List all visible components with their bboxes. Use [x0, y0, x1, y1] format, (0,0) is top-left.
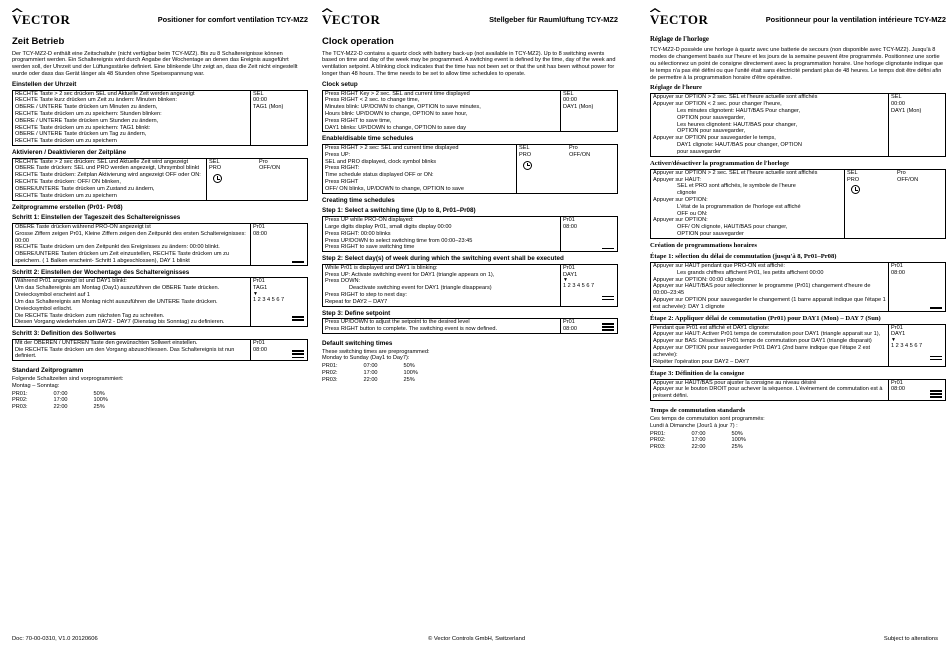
display-value: Pr01 [891, 262, 903, 269]
instruction-line: DAY1 clignote: HAUT/BAS pour changer, OPTION [677, 142, 802, 149]
progress-bars-icon [292, 316, 304, 324]
subsection-title: Étape 3: Définition de la consigne [650, 369, 745, 377]
instruction-line: Press RIGHT to save switching time [325, 244, 415, 251]
instruction-line: Press UP: Activate switching event for DAY1 (triangle appears on 1), [325, 271, 495, 278]
display-value: 00:00 [253, 97, 267, 104]
subsection-title: Schritt 2: Einstellen der Wochentage des Schaltereignisses [12, 268, 190, 276]
instruction-line: Press UP/DOWN to adjust the setpoint to the desired level [325, 319, 470, 326]
default-schedule-intro: Montag – Sonntag: [12, 382, 60, 389]
display-value: 08:00 [253, 230, 267, 237]
instruction-box [12, 339, 308, 361]
lcd-display [845, 170, 945, 238]
instruction-text [13, 91, 251, 146]
instruction-line: RECHTE Taste > 2 sec drücken: SEL und Aktuelle Zeit wird angezeigt [15, 158, 189, 165]
instruction-line: Les grands chiffres affichent Pr01, les petits affichent 00:00 [677, 269, 824, 276]
display-value: SEL [209, 158, 220, 165]
instruction-line: Time schedule status displayed OFF or ON: [325, 172, 434, 179]
instruction-line: Appuyer sur OPTION pour sauvegarder le temps, [653, 135, 776, 142]
instruction-box [650, 379, 946, 401]
lcd-display [251, 91, 307, 146]
instruction-line: clignote [677, 190, 697, 197]
brand-name: VECTOR [322, 12, 381, 27]
instruction-line: Appuyer sur OPTION: [653, 196, 708, 203]
display-value: Pr01 [563, 264, 575, 271]
display-value: 00:00 [563, 97, 577, 104]
display-value: ▼ [563, 277, 568, 284]
instruction-line: Répéter l'opération pour DAY2 – DAY7 [653, 358, 750, 365]
default-schedule-table [322, 363, 444, 383]
vector-logo [322, 12, 380, 28]
table-cell: PR03: [12, 403, 28, 410]
table-cell: PR03: [322, 376, 338, 383]
display-value: 00:00 [891, 101, 905, 108]
table-cell: PR01: [322, 363, 338, 370]
progress-bars-icon [930, 356, 942, 364]
default-schedule-intro: These switching times are preprogrammed: [322, 348, 430, 355]
default-schedule-title: Temps de commutation standards [650, 406, 746, 414]
vector-logo [12, 12, 70, 28]
instruction-box [650, 324, 946, 367]
instruction-line: Press RIGHT [325, 179, 359, 186]
instruction-line: Appuyer sur BAS: Désactiver Pr01 temps de commutation pour DAY1 (triangle disparait) [653, 338, 872, 345]
instruction-line: Les heures clignotent: HAUT/BAS pour changer, [677, 121, 798, 128]
table-row [650, 444, 772, 451]
instruction-line: RECHTE Taste drücken um zu speichern: Stunden blinken: [15, 110, 162, 117]
subsection-title: Creating time schedules [322, 196, 395, 204]
subsection-title: Step 3: Define setpoint [322, 309, 391, 317]
progress-bars-icon [602, 323, 614, 331]
instruction-line: Appuyer sur OPTION < 2 sec. pour changer l'heure, [653, 101, 782, 108]
instruction-line: Während Pr01 angezeigt ist und DAY1 blinkt: [15, 278, 127, 285]
subsection-title: Création de programmations horaires [650, 241, 757, 249]
table-cell: 100% [403, 369, 418, 376]
intro-text: Der TCY-MZ2-D enthält eine Zeitschaltuhr (nicht verfügbar beim TCY-MZ2). Bis zu 8 Schaltereignisse können programmiert werden. Ein Schaltereignis wird durch Angabe der Wochentage an denen das Ereignis ausgeführt werden soll, der Uhrzeit und der Lüftungsstärke definiert. Eine blinkende Uhr zeigt an, dass die Zeit nicht eingestellt wurde oder dass das Gerät länger als 48 Stunden ohne Speisespannung war. [12, 50, 298, 78]
display-value: ▼ [253, 291, 258, 298]
display-value: Pr01 [253, 339, 265, 346]
instruction-line: RECHTE Taste > 2 sec drücken SEL und Aktuelle Zeit werden angezeigt [15, 90, 195, 97]
display-value: 08:00 [891, 269, 905, 276]
display-value: SEL [253, 90, 264, 97]
subsection-title: Réglage de l'heure [650, 84, 702, 92]
instruction-line: L'état de la programmation de l'horloge est affiché [677, 203, 801, 210]
table-cell: 100% [93, 397, 108, 404]
display-value: PRO [209, 165, 222, 172]
subsection-title: Étape 1: sélection du délai de commutation (jusqu'à 8, Pr01–Pr08) [650, 252, 837, 260]
table-cell: PR02: [322, 369, 338, 376]
instruction-line: Press UP while PRO-ON displayed: [325, 217, 414, 224]
table-cell: 17:00 [53, 397, 68, 404]
clock-icon [523, 161, 532, 170]
instruction-line: OPTION pour sauvegarder [677, 231, 744, 238]
instruction-line: Appuyer sur HAUT/BAS pour sélectionner le programme (Pr01) changement d'heure de 00:00–23:45 [653, 283, 871, 297]
instruction-line: Grosse Ziffern zeigen Pr01, Kleine Ziffern zeigen den Zeitpunkt des ersten Schaltereignisses: 00:00 [15, 230, 246, 244]
table-row [322, 377, 444, 384]
instruction-line: Appuyer sur OPTION > 2 sec. SEL et l'heure actuelle sont affichés [653, 94, 818, 101]
instruction-line: Minutes blink: UP/DOWN to change, OPTION to save minutes, [325, 104, 481, 111]
display-value: Pr01 [891, 379, 903, 386]
instruction-line: Press RIGHT: [325, 165, 360, 172]
page-title: Positionneur pour la ventilation intérieure TCY-MZ2 [765, 15, 946, 24]
instruction-line: Press RIGHT Key > 2 sec. SEL and current time displayed [325, 90, 470, 97]
table-cell: 25% [403, 376, 415, 383]
lcd-display [561, 265, 617, 306]
instruction-line: Pendant que Pr01 est affiché et DAY1 clignote: [653, 324, 770, 331]
instruction-box [322, 144, 618, 194]
instruction-text [13, 278, 251, 326]
display-value: Pr01 [253, 278, 265, 285]
instruction-line: SEL et PRO sont affichés, le symbole de l'heure [677, 183, 796, 190]
display-value: 08:00 [891, 386, 905, 393]
lcd-display [561, 217, 617, 251]
instruction-line: Press RIGHT to step to next day: [325, 292, 407, 299]
display-value: DAY1 [563, 271, 578, 278]
instruction-line: RECHTE Taste drücken: Zeitplan Aktivierung wird angezeigt OFF oder ON: [15, 172, 201, 179]
table-cell: 22:00 [53, 403, 68, 410]
instruction-line: RECHTE Taste drücken um zu speichern: TAG1 blinkt: [15, 124, 151, 131]
display-value: OFF/ON [259, 165, 281, 172]
display-value: 08:00 [253, 346, 267, 353]
footer-doc: Doc: 70-00-0310, V1.0 20120606 [12, 636, 98, 642]
display-value: TAG1 (Mon) [253, 104, 284, 111]
display-value: OFF/ON [897, 176, 919, 183]
table-cell: 100% [731, 437, 746, 444]
table-cell: 07:00 [53, 390, 68, 397]
instruction-line: Appuyer sur OPTION pour sauvegarder le changement (1 barre apparait indique que l'étape 1 est achevée): DAY 1 clignote [653, 296, 886, 310]
instruction-line: Um das Schaltereignis am Montag nicht auszuführen die UNTERE Taste drücken. Dreiecksymbol erlischt. [15, 298, 218, 312]
lcd-display [251, 340, 307, 360]
instruction-line: Press UP/DOWN to select switching time from 00:00–23:45 [325, 237, 473, 244]
table-cell: PR02: [650, 437, 666, 444]
table-cell: PR02: [12, 397, 28, 404]
instruction-line: Repeat for DAY2 – DAY7 [325, 298, 388, 305]
display-value: Pro [569, 145, 578, 152]
instruction-line: OFF/ ON clignote, HAUT/BAS pour changer, [677, 224, 788, 231]
table-cell: 25% [731, 444, 743, 451]
instruction-text [651, 380, 889, 400]
brand-name: VECTOR [650, 12, 709, 27]
instruction-text [651, 170, 845, 238]
instruction-box [12, 158, 308, 201]
instruction-line: Appuyer sur OPTION > 2 sec. SEL et l'heure actuelle sont affichés [653, 169, 818, 176]
brand-name: VECTOR [12, 12, 71, 27]
instruction-box [650, 93, 946, 156]
subsection-title: Aktivieren / Deaktivieren der Zeitpläne [12, 149, 127, 156]
instruction-line: Deactivate switching event for DAY1 (triangle disappears) [349, 285, 492, 292]
display-value: 08:00 [563, 223, 577, 230]
column-french [650, 0, 946, 640]
progress-bar-icon [292, 261, 304, 263]
intro-text: The TCY-MZ2-D contains a quartz clock with battery back-up (not available in TCY-MZ2). Up to 8 switching events based on time and day of the week may be programmed. A switching event is defined by the time, day of the week and ventilation setpoint. A blinking clock indicates that the time has not been set or that the unit has been without power for longer than 48 hours. The time needs to be set to allow time schedules to operate. [322, 50, 616, 78]
instruction-box [12, 90, 308, 147]
default-schedule-title: Standard Zeitprogramm [12, 367, 84, 375]
table-row [650, 431, 772, 438]
display-value: SEL [891, 94, 902, 101]
instruction-line: Press RIGHT < 2 sec. to change time, [325, 97, 420, 104]
column-english [322, 0, 618, 640]
display-value: SEL [847, 169, 858, 176]
instruction-line: OBERE / UNTERE Taste drücken um Stunden zu ändern, [15, 117, 159, 124]
instruction-line: While Pr01 is displayed and DAY1 is blinking: [325, 264, 438, 271]
table-row [650, 437, 772, 444]
display-value: DAY1 (Mon) [891, 108, 922, 114]
instruction-line: OBERE/UNTERE Taste drücken um Zustand zu ändern, [15, 185, 155, 192]
subsection-title: Activer/désactiver la programmation de l'horloge [650, 159, 789, 167]
instruction-line: Press RIGHT to save time, [325, 117, 392, 124]
instruction-text [323, 217, 561, 251]
instruction-line: Appuyer sur OPTION: 00:00 clignote [653, 276, 745, 283]
table-row [322, 370, 444, 377]
table-row [12, 391, 134, 398]
table-cell: PR01: [12, 390, 28, 397]
page-title: Stellgeber für Raumlüftung TCY-MZ2 [489, 15, 618, 24]
lcd-display [207, 159, 307, 200]
display-value: 08:00 [563, 326, 577, 333]
instruction-line: Appuyer sur HAUT: Activer Pr01 temps de commutation pour DAY1 (triangle apparait sur 1), [653, 331, 881, 338]
instruction-box [650, 169, 946, 239]
table-cell: 17:00 [363, 369, 378, 376]
table-cell: 50% [93, 390, 105, 397]
display-value: TAG1 [253, 285, 268, 292]
lcd-display [561, 91, 617, 132]
lcd-display [889, 94, 945, 155]
instruction-text [651, 263, 889, 311]
page-title: Positioner for comfort ventilation TCY-MZ2 [157, 15, 308, 24]
instruction-text [323, 265, 561, 306]
instruction-line: OFF/ ON blinks, UP/DOWN to change, OPTION to save [325, 185, 464, 192]
instruction-box [650, 262, 946, 312]
instruction-line: Appuyer sur le bouton DROIT pour achever la séquence. L'événement de commutation est à présent défini. [653, 386, 883, 400]
section-heading: Zeit Betrieb [12, 36, 65, 47]
instruction-line: Um das Schaltereignis am Montag (Day1) auszuführen die OBERE Taste drücken. Dreiecksymbol erscheint auf 1 [15, 285, 220, 299]
default-schedule-intro: Ces temps de commutation sont programmés: [650, 416, 765, 422]
subsection-title: Étape 2: Appliquer délai de commutation (Pr01) pour DAY1 (Mon) – DAY 7 (Sun) [650, 314, 881, 322]
instruction-line: Press DOWN: [325, 278, 361, 285]
page-header [650, 0, 946, 36]
instruction-line: Press RIGHT: 00:00 blinks [325, 230, 391, 237]
instruction-line: Diesen Vorgang wiederholen um DAY2 - DAY7 (Dienstag bis Sonntag) zu definieren. [15, 319, 225, 326]
table-cell: 17:00 [691, 437, 706, 444]
lcd-display [251, 224, 307, 265]
display-value: Pr01 [253, 223, 265, 230]
instruction-text [323, 145, 517, 193]
subsection-title: Enable/disable time schedules [322, 135, 414, 143]
footer-copyright: © Vector Controls GmbH, Switzerland [428, 636, 526, 642]
page-header [12, 0, 308, 36]
default-schedule-table [12, 391, 134, 411]
instruction-line: Les minutes clignotent: HAUT/BAS Pour changer, [677, 108, 801, 114]
footer-note: Subject to alterations [883, 636, 938, 642]
instruction-line: OBERE / UNTERE Taste drücken um Minuten zu ändern, [15, 104, 158, 111]
display-value: Pr01 [891, 324, 903, 331]
instruction-line: Appuyer sur OPTION: [653, 217, 708, 224]
lcd-display [561, 319, 617, 333]
instruction-line: Appuyer sur HAUT pendant que PRO-ON est affiché: [653, 262, 785, 269]
display-value: DAY1 [891, 331, 906, 338]
table-row [12, 397, 134, 404]
subsection-title: Clock setup [322, 80, 358, 88]
instruction-line: RECHTE Taste drücken um den Zeitpunkt des Ereignisses zu ändern: 00:00 blinkt. [15, 244, 220, 251]
display-value: 1 2 3 4 5 6 7 [253, 297, 285, 304]
default-schedule-intro: Folgende Schaltzeiten sind vorprogrammiert: [12, 375, 124, 382]
instruction-box [322, 90, 618, 133]
display-value: 1 2 3 4 5 6 7 [563, 283, 595, 290]
instruction-text [13, 159, 207, 200]
default-schedule-table [650, 431, 772, 451]
instruction-box [12, 277, 308, 327]
table-cell: 22:00 [691, 444, 706, 451]
instruction-line: OBERE / UNTERE Taste drücken um Tag zu ändern, [15, 131, 147, 138]
page-header [322, 0, 618, 36]
column-german [12, 0, 308, 640]
default-schedule-title: Default switching times [322, 339, 393, 347]
display-value: Pro [259, 158, 268, 165]
progress-bars-icon [602, 296, 614, 304]
table-cell: 07:00 [691, 430, 706, 437]
instruction-line: Die RECHTE Taste drücken zum nächsten Tag zu schreiten. [15, 312, 165, 319]
display-value: OFF/ON [569, 151, 591, 158]
instruction-text [651, 94, 889, 155]
instruction-text [13, 224, 251, 265]
subsection-title: Schritt 1: Einstellen der Tageszeit des Schaltereignisses [12, 214, 181, 222]
section-heading: Réglage de l'horloge [650, 36, 709, 43]
display-value: ▼ [891, 337, 896, 344]
instruction-line: Appuyer sur HAUT: [653, 176, 701, 183]
instruction-text [13, 340, 251, 360]
table-cell: 50% [403, 363, 415, 370]
display-value: 1 2 3 4 5 6 7 [891, 343, 923, 350]
subsection-title: Step 2: Select day(s) of week during which the switching event shall be executed [322, 255, 564, 263]
instruction-line: Press RIGHT button to complete. The switching event is now defined. [325, 326, 498, 333]
table-cell: 50% [731, 430, 743, 437]
instruction-text [323, 319, 561, 333]
table-row [12, 404, 134, 411]
instruction-box [322, 318, 618, 334]
instruction-box [322, 216, 618, 252]
instruction-line: OBERE Taste drücken: SEL und PRO werden angezeigt, Uhrsymbol blinkt [15, 165, 200, 172]
display-value: PRO [519, 151, 532, 158]
table-cell: 25% [93, 403, 105, 410]
display-value: DAY1 (Mon) [563, 104, 594, 111]
default-schedule-intro: Lundi à Dimanche (Jour1 à jour 7) : [650, 422, 738, 429]
table-row [322, 363, 444, 370]
instruction-line: Appuyer sur OPTION pour sauvegarder Pr01 DAY1 (2nd barre indique que l'étape 2 est achevée): [653, 345, 871, 358]
instruction-line: Die RECHTE Taste drücken um den Vorgang abzuschliessen. Das Schaltereignis ist nun definiert. [15, 346, 235, 360]
display-value: SEL [519, 145, 530, 152]
instruction-line: Appuyer sur HAUT/BAS pour ajuster la consigne au niveau désiré [653, 379, 817, 386]
instruction-line: SEL and PRO displayed, clock symbol blinks [325, 158, 437, 165]
table-cell: 07:00 [363, 363, 378, 370]
progress-bars-icon [292, 350, 304, 358]
lcd-display [889, 325, 945, 366]
instruction-box [322, 264, 618, 307]
instruction-line: OPTION pour sauvegarder, [677, 128, 746, 135]
instruction-line: RECHTE Taste drücken: OFF/ ON blinken, [15, 179, 121, 186]
display-value: Pr01 [563, 217, 575, 224]
lcd-display [889, 380, 945, 400]
instruction-line: OFF ou ON: [677, 210, 708, 217]
table-cell: PR03: [650, 444, 666, 451]
display-value: SEL [563, 90, 574, 97]
instruction-line: RECHTE Taste kurz drücken um Zeit zu ändern: Minuten blinken: [15, 97, 177, 104]
instruction-line: DAY1 blinks: UP/DOWN to change, OPTION to save day [325, 124, 467, 131]
table-cell: PR01: [650, 430, 666, 437]
subsection-title: Schritt 3: Definition des Sollwertes [12, 330, 116, 338]
instruction-box [12, 223, 308, 266]
instruction-line: Hours blink: UP/DOWN to change, OPTION to save hour, [325, 110, 468, 117]
subsection-title: Zeitprogramme erstellen (Pr01- Pr08) [12, 203, 123, 211]
instruction-line: pour sauvegarder [677, 148, 721, 155]
subsection-title: Einstellen der Uhrzeit [12, 80, 77, 88]
instruction-text [323, 91, 561, 132]
lcd-display [251, 278, 307, 326]
clock-icon [213, 174, 222, 183]
clock-icon [851, 185, 860, 194]
progress-bar-icon [602, 248, 614, 250]
vector-logo [650, 12, 708, 28]
instruction-line: OBERE Taste drücken während PRO-ON angezeigt ist [15, 223, 151, 230]
lcd-display [517, 145, 617, 193]
progress-bar-icon [930, 307, 942, 309]
display-value: PRO [847, 176, 860, 183]
progress-bars-icon [930, 390, 942, 398]
instruction-line: OPTION pour sauvegarder, [677, 114, 746, 121]
subsection-title: Step 1: Select a switching time (Up to 8, Pr01–Pr08) [322, 207, 476, 215]
instruction-line: Mit der OBEREN / UNTEREN Taste den gewünschten Sollwert einstellen. [15, 339, 198, 346]
default-schedule-intro: Monday to Sunday (Day1 to Day7): [322, 355, 410, 362]
instruction-line: Press UP: [325, 151, 351, 158]
display-value: Pro [897, 169, 906, 176]
instruction-line: RECHTE Taste drücken um zu speichern [15, 138, 117, 145]
instruction-line: RECHTE Taste drücken um zu speichern [15, 192, 117, 199]
instruction-line: Press RIGHT > 2 sec: SEL and current time displayed [325, 145, 459, 152]
instruction-line: OBERE/UNTERE Tasten drücken um Zeit einzustellen, RECHTE Taste drücken um zu speichern. ( 1 Balken erscheint- Schritt 1 abgeschlossen), DAY 1 blinkt [15, 251, 229, 264]
display-value: Pr01 [563, 319, 575, 326]
table-cell: 22:00 [363, 376, 378, 383]
section-heading: Clock operation [322, 36, 394, 47]
lcd-display [889, 263, 945, 311]
instruction-text [651, 325, 889, 366]
intro-text: TCY-MZ2-D possède une horloge à quartz avec une batterie de secours (non disponible avec TCY-MZ2). Jusqu'à 8 modes de changement basés sur l'heure et les jours de la semaine peuvent être programmés. Positionnez une sortie ou sélectionnez un point de consigne directement avec la programmation horaire. Une horloge clignotante indique que le temps n'a pas été défini ou que l'unité était sans électricité pendant plus de 48 heures. Le temps doit être défini afin de permettre à la programmation horaire d'être opérative. [650, 47, 943, 81]
instruction-line: Large digits display Pr01, small digits display 00:00 [325, 223, 452, 230]
